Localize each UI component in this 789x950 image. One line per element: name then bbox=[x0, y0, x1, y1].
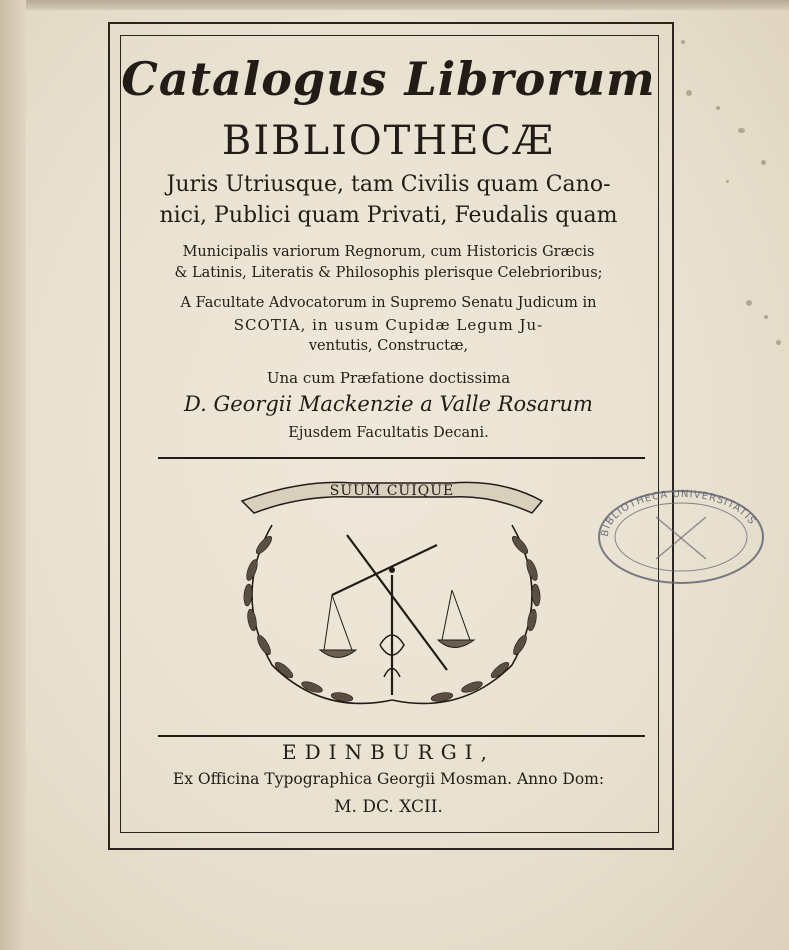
title-line-1: Catalogus Librorum bbox=[121, 52, 656, 106]
library-stamp bbox=[596, 487, 766, 587]
left-page-edge bbox=[0, 0, 26, 950]
body-line-1: Juris Utriusque, tam Civilis quam Cano- bbox=[166, 172, 611, 197]
body-line-7: ventutis, Constructæ, bbox=[308, 338, 469, 354]
stamp-text: BIBLIOTHECA UNIVERSITATIS bbox=[599, 488, 758, 538]
imprint-printer: Ex Officina Typographica Georgii Mosman. Anno Dom: bbox=[172, 770, 605, 788]
preface-role: Ejusdem Facultatis Decani. bbox=[288, 425, 489, 441]
rule-lower bbox=[158, 735, 645, 737]
body-line-5: A Facultate Advocatorum in Supremo Senatu Judicum in bbox=[180, 295, 597, 311]
rule-upper bbox=[158, 457, 645, 459]
title-line-2: BIBLIOTHECÆ bbox=[221, 118, 556, 164]
preface-line: Una cum Præfatione doctissima bbox=[266, 369, 511, 387]
body-line-4: & Latinis, Literatis & Philosophis plerisque Celebrioribus; bbox=[174, 265, 603, 281]
imprint-year: M. DC. XCII. bbox=[334, 797, 443, 817]
svg-text:BIBLIOTHECA UNIVERSITATIS bbox=[600, 489, 758, 538]
preface-author: D. Georgii Mackenzie a Valle Rosarum bbox=[184, 392, 593, 416]
body-line-2: nici, Publici quam Privati, Feudalis quam bbox=[159, 203, 618, 228]
body-line-6: SCOTIA, in usum Cupidæ Legum Ju- bbox=[233, 316, 544, 334]
emblem-motto: SUUM CUIQUE bbox=[329, 483, 455, 499]
imprint-city: EDINBURGI, bbox=[282, 740, 495, 764]
emblem-woodcut bbox=[212, 465, 572, 730]
body-line-3: Municipalis variorum Regnorum, cum Historicis Græcis bbox=[182, 244, 595, 260]
